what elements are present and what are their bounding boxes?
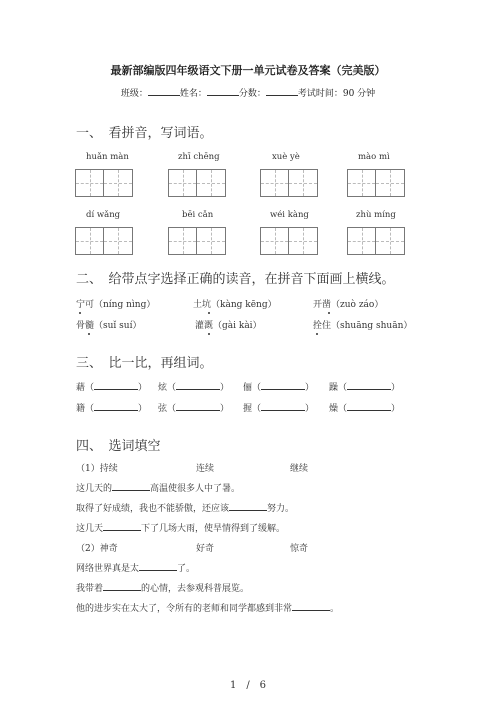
char-open: 炫（ (158, 383, 177, 393)
reading-item: 灌溉（gài kài） (195, 321, 262, 331)
reading-item: 拴住（shuāng shuān） (313, 321, 413, 331)
sentence-6: 他的进步实在太大了，令所有的老师和同学都感到非常 。 (76, 601, 339, 614)
char-open: 弦（ (158, 404, 177, 414)
emphasis-dot (79, 312, 81, 314)
char-close: ） (391, 383, 401, 393)
score-label: 分数： (238, 89, 266, 99)
compare-row (76, 380, 147, 393)
word-choice-4: （2）神奇 (76, 544, 118, 554)
page-number: 1 / 6 (229, 680, 267, 691)
char-open: 燥（ (329, 404, 348, 414)
emphasis-dot (88, 333, 90, 335)
name-label: 姓名： (179, 89, 207, 99)
compare-row (158, 401, 229, 414)
pinyin-6: bēi cǎn (182, 210, 214, 220)
writing-grid[interactable] (260, 227, 318, 255)
word-choice-5: 好奇 (196, 544, 215, 554)
char-open: 籍（ (76, 404, 95, 414)
reading-item: 土坑（kàng kēng） (193, 300, 277, 310)
char-close: ） (138, 404, 148, 414)
writing-grid[interactable] (168, 227, 226, 255)
writing-grid[interactable] (75, 169, 133, 197)
answer-blank[interactable] (347, 401, 391, 411)
char-open: 握（ (243, 404, 262, 414)
sentence-4: 网络世界真是太 了。 (76, 561, 195, 574)
char-close: ） (391, 404, 401, 414)
pinyin-2: zhī chēng (178, 152, 220, 162)
section-3-heading: 三、 比一比，再组词。 (76, 356, 213, 371)
char-close: ） (220, 404, 230, 414)
emphasis-dot (208, 333, 210, 335)
compare-row (329, 401, 400, 414)
answer-blank[interactable] (347, 380, 391, 390)
emphasis-dot (328, 312, 330, 314)
sentence-2: 取得了好成绩，我也不能骄傲，还应该 努力。 (76, 501, 294, 514)
char-close: ） (220, 383, 230, 393)
student-info-line (0, 86, 496, 99)
fill-blank[interactable] (229, 501, 267, 511)
pinyin-3: xuè yè (272, 152, 300, 162)
writing-grid[interactable] (260, 169, 318, 197)
char-open: 躁（ (329, 383, 348, 393)
char-close: ） (305, 383, 315, 393)
word-choice-1: （1）持续 (76, 464, 118, 474)
compare-row (76, 401, 147, 414)
section-4-heading: 四、 选词填空 (76, 439, 161, 454)
reading-item: 骨髓（suǐ suí） (76, 321, 142, 331)
writing-grid[interactable] (168, 169, 226, 197)
pinyin-7: wéi kàng (270, 210, 309, 220)
page-title: 最新部编版四年级语文下册一单元试卷及答案（完美版） (110, 64, 386, 77)
fill-blank[interactable] (112, 481, 150, 491)
writing-grid[interactable] (75, 227, 133, 255)
answer-blank[interactable] (94, 401, 138, 411)
sentence-3: 这几天 下了几场大雨，使旱情得到了缓解。 (76, 521, 285, 534)
compare-row (158, 380, 229, 393)
char-open: 藉（ (76, 383, 95, 393)
fill-blank[interactable] (292, 601, 330, 611)
pinyin-1: huǎn màn (86, 152, 129, 162)
char-close: ） (138, 383, 148, 393)
answer-blank[interactable] (261, 380, 305, 390)
word-choice-6: 惊奇 (290, 544, 309, 554)
class-blank (148, 86, 180, 96)
sentence-1: 这几天的 高温使很多人中了暑。 (76, 481, 240, 494)
compare-row (243, 380, 314, 393)
word-choice-3: 继续 (290, 464, 309, 474)
score-blank (266, 86, 298, 96)
reading-item: 宁可（níng nìng） (76, 300, 156, 310)
class-label: 班级： (120, 89, 148, 99)
writing-grid[interactable] (347, 227, 405, 255)
pinyin-4: mào mì (358, 152, 390, 162)
compare-row (329, 380, 400, 393)
char-close: ） (305, 404, 315, 414)
fill-blank[interactable] (103, 581, 141, 591)
answer-blank[interactable] (176, 401, 220, 411)
pinyin-8: zhù míng (356, 210, 396, 220)
sentence-5: 我带着 的心情，去参观科普展览。 (76, 581, 249, 594)
reading-item: 开凿（zuò záo） (313, 300, 384, 310)
fill-blank[interactable] (139, 561, 177, 571)
answer-blank[interactable] (261, 401, 305, 411)
time-label: 考试时间：90 分钟 (297, 89, 376, 99)
section-1-heading: 一、 看拼音，写词语。 (76, 126, 213, 141)
answer-blank[interactable] (94, 380, 138, 390)
word-choice-2: 连续 (196, 464, 215, 474)
compare-row (243, 401, 314, 414)
answer-blank[interactable] (176, 380, 220, 390)
pinyin-5: dí wǎng (86, 210, 121, 220)
emphasis-dot (316, 333, 318, 335)
name-blank (207, 86, 239, 96)
char-open: 俪（ (243, 383, 262, 393)
fill-blank[interactable] (103, 521, 141, 531)
writing-grid[interactable] (347, 169, 405, 197)
emphasis-dot (208, 312, 210, 314)
section-2-heading: 二、 给带点字选择正确的读音，在拼音下面画上横线。 (76, 272, 395, 287)
